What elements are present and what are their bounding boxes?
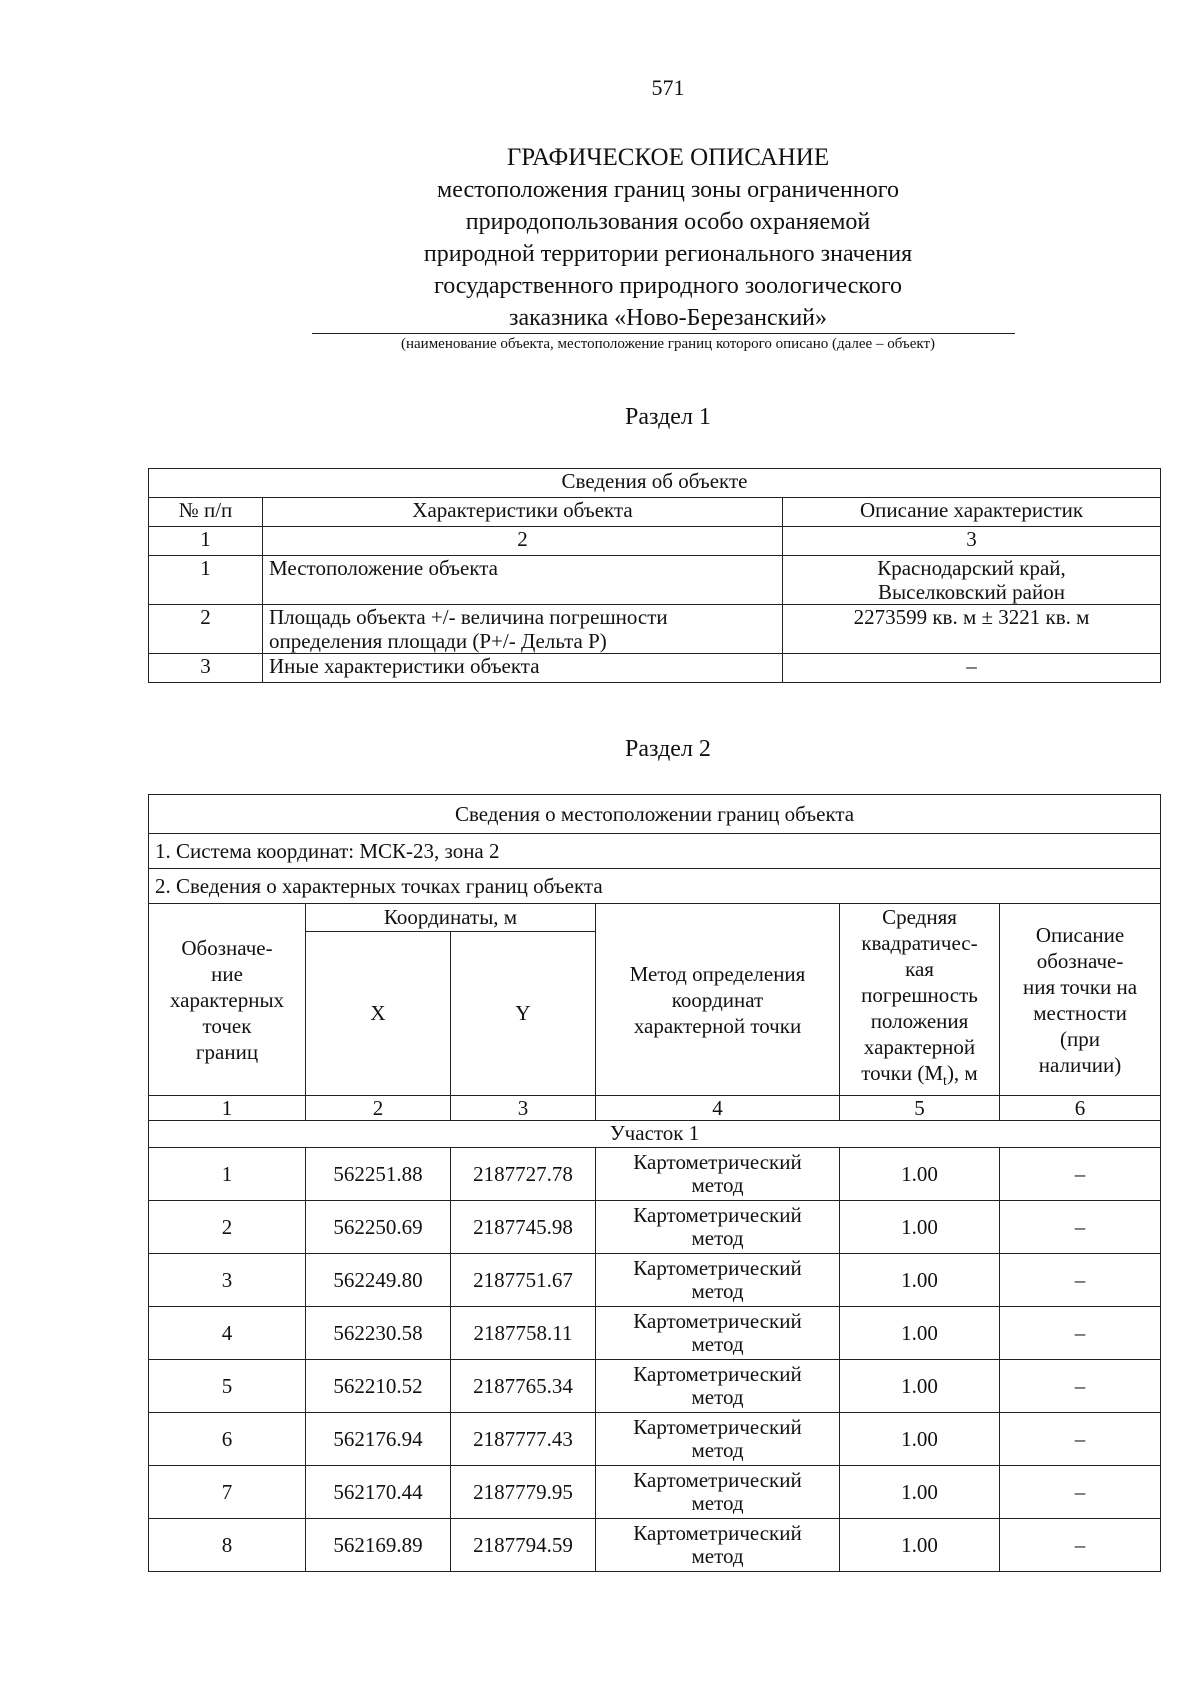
column-header: Характеристики объекта xyxy=(263,498,783,527)
point-description: – xyxy=(1000,1148,1161,1201)
name-line: определения площади (Р+/- Дельта Р) xyxy=(269,629,607,653)
characteristic-value xyxy=(783,556,1161,605)
table-row xyxy=(149,1466,1161,1519)
object-caption: (наименование объекта, местоположение границ которого описано (далее – объект) xyxy=(400,336,936,352)
x-coordinate: 562249.80 xyxy=(306,1254,451,1307)
characteristic-name: Иные характеристики объекта xyxy=(263,654,783,683)
method-cell xyxy=(596,1148,840,1201)
title-line: природной территории регионального значения xyxy=(423,241,913,267)
point-description: – xyxy=(1000,1307,1161,1360)
y-coordinate: 2187745.98 xyxy=(451,1201,596,1254)
mean-square-error: 1.00 xyxy=(840,1201,1000,1254)
column-number: 1 xyxy=(149,527,263,556)
y-coordinate: 2187779.95 xyxy=(451,1466,596,1519)
method-line: Картометрический xyxy=(633,1309,802,1334)
subsection-title: Участок 1 xyxy=(149,1121,1161,1148)
method-line: Картометрический xyxy=(633,1256,802,1281)
designation-header xyxy=(149,904,306,1096)
mean-square-error: 1.00 xyxy=(840,1360,1000,1413)
method-line: метод xyxy=(691,1385,744,1410)
method-cell xyxy=(596,1413,840,1466)
header-line: кая xyxy=(905,957,934,981)
mean-square-error: 1.00 xyxy=(840,1413,1000,1466)
method-line: метод xyxy=(691,1332,744,1357)
y-coordinate: 2187777.43 xyxy=(451,1413,596,1466)
header-line: координат xyxy=(671,987,764,1012)
page-number: 571 xyxy=(651,75,685,100)
header-line: Описание xyxy=(1035,922,1125,947)
column-header: Описание характеристик xyxy=(783,498,1161,527)
table-row xyxy=(149,1519,1161,1572)
header-line: квадратичес- xyxy=(861,931,978,955)
point-id: 2 xyxy=(149,1201,306,1254)
method-line: метод xyxy=(691,1544,744,1569)
method-line: Картометрический xyxy=(633,1468,802,1493)
row-number: 2 xyxy=(149,605,263,654)
object-info-table xyxy=(148,468,1161,683)
method-line: метод xyxy=(691,1226,744,1251)
point-id: 6 xyxy=(149,1413,306,1466)
header-line: Средняя xyxy=(882,905,957,929)
method-cell xyxy=(596,1307,840,1360)
point-description: – xyxy=(1000,1201,1161,1254)
title-line: государственного природного зоологического xyxy=(433,273,903,299)
section2-heading: Раздел 2 xyxy=(625,736,711,762)
table-row xyxy=(149,1254,1161,1307)
column-number: 3 xyxy=(451,1096,596,1121)
header-line xyxy=(846,1060,993,1095)
column-number: 4 xyxy=(596,1096,840,1121)
x-coordinate: 562251.88 xyxy=(306,1148,451,1201)
method-line: Картометрический xyxy=(633,1203,802,1228)
y-coordinate: 2187765.34 xyxy=(451,1360,596,1413)
points-title: 2. Сведения о характерных точках границ объекта xyxy=(149,869,1161,904)
point-id: 1 xyxy=(149,1148,306,1201)
header-line: погрешность xyxy=(861,983,978,1007)
y-header: Y xyxy=(451,931,596,1096)
title-line: природопользования особо охраняемой xyxy=(465,209,871,235)
column-number: 6 xyxy=(1000,1096,1161,1121)
method-line: Картометрический xyxy=(633,1362,802,1387)
y-coordinate: 2187751.67 xyxy=(451,1254,596,1307)
point-id: 4 xyxy=(149,1307,306,1360)
method-cell xyxy=(596,1254,840,1307)
y-coordinate: 2187758.11 xyxy=(451,1307,596,1360)
mean-square-error: 1.00 xyxy=(840,1519,1000,1572)
method-cell xyxy=(596,1360,840,1413)
method-line: Картометрический xyxy=(633,1150,802,1175)
x-coordinate: 562250.69 xyxy=(306,1201,451,1254)
method-cell xyxy=(596,1466,840,1519)
x-coordinate: 562170.44 xyxy=(306,1466,451,1519)
boundary-points-table xyxy=(148,794,1161,1572)
coordinate-system: 1. Система координат: МСК-23, зона 2 xyxy=(149,834,1161,869)
mean-square-error: 1.00 xyxy=(840,1466,1000,1519)
column-number: 3 xyxy=(783,527,1161,556)
header-line: точек xyxy=(202,1013,252,1038)
header-text: ), м xyxy=(946,1061,978,1085)
header-line: ния точки на xyxy=(1023,974,1138,999)
mean-square-error: 1.00 xyxy=(840,1254,1000,1307)
table-row xyxy=(149,1148,1161,1201)
table-row xyxy=(149,1360,1161,1413)
method-cell xyxy=(596,1519,840,1572)
row-number: 1 xyxy=(149,556,263,605)
title-line: ГРАФИЧЕСКОЕ ОПИСАНИЕ xyxy=(506,144,830,171)
description-header xyxy=(1000,904,1161,1096)
method-line: метод xyxy=(691,1438,744,1463)
header-line: (при xyxy=(1060,1026,1101,1051)
method-line: метод xyxy=(691,1279,744,1304)
table-title: Сведения об объекте xyxy=(149,469,1161,498)
name-line: Площадь объекта +/- величина погрешности xyxy=(269,605,668,629)
point-description: – xyxy=(1000,1519,1161,1572)
header-line: характерной xyxy=(863,1035,976,1059)
header-line: Метод определения xyxy=(629,961,806,986)
value-line: Выселковский район xyxy=(878,580,1065,604)
mean-square-error: 1.00 xyxy=(840,1148,1000,1201)
coordinates-header: Координаты, м xyxy=(306,904,596,932)
header-line: местности xyxy=(1033,1000,1127,1025)
value-line: Краснодарский край, xyxy=(877,556,1066,580)
header-line: характерных xyxy=(169,987,285,1012)
point-id: 3 xyxy=(149,1254,306,1307)
characteristic-value: 2273599 кв. м ± 3221 кв. м xyxy=(783,605,1161,654)
header-line: ние xyxy=(211,961,243,986)
column-number: 5 xyxy=(840,1096,1000,1121)
header-line: обозначе- xyxy=(1036,948,1124,973)
method-line: метод xyxy=(691,1173,744,1198)
method-cell xyxy=(596,1201,840,1254)
header-line: характерной точки xyxy=(633,1013,802,1038)
point-id: 5 xyxy=(149,1360,306,1413)
characteristic-name xyxy=(263,605,783,654)
section1-heading: Раздел 1 xyxy=(625,404,711,430)
method-header xyxy=(596,904,840,1096)
y-coordinate: 2187727.78 xyxy=(451,1148,596,1201)
method-line: Картометрический xyxy=(633,1415,802,1440)
x-coordinate: 562230.58 xyxy=(306,1307,451,1360)
mean-square-error: 1.00 xyxy=(840,1307,1000,1360)
points-body xyxy=(149,1148,1161,1572)
point-description: – xyxy=(1000,1413,1161,1466)
header-line: наличии) xyxy=(1038,1052,1122,1077)
error-header xyxy=(840,904,1000,1096)
column-number: 1 xyxy=(149,1096,306,1121)
point-description: – xyxy=(1000,1360,1161,1413)
table-title: Сведения о местоположении границ объекта xyxy=(149,795,1161,834)
table-row xyxy=(149,1201,1161,1254)
header-text: точки (M xyxy=(861,1061,944,1085)
point-id: 8 xyxy=(149,1519,306,1572)
subscript: t xyxy=(943,1074,947,1090)
column-number: 2 xyxy=(263,527,783,556)
point-id: 7 xyxy=(149,1466,306,1519)
column-number: 2 xyxy=(306,1096,451,1121)
row-number: 3 xyxy=(149,654,263,683)
method-line: метод xyxy=(691,1491,744,1516)
characteristic-value: – xyxy=(783,654,1161,683)
title-underline xyxy=(312,333,1015,334)
title-line: местоположения границ зоны ограниченного xyxy=(437,177,899,203)
y-coordinate: 2187794.59 xyxy=(451,1519,596,1572)
point-description: – xyxy=(1000,1254,1161,1307)
x-coordinate: 562210.52 xyxy=(306,1360,451,1413)
method-line: Картометрический xyxy=(633,1521,802,1546)
document-title xyxy=(0,142,1200,334)
x-coordinate: 562169.89 xyxy=(306,1519,451,1572)
point-description: – xyxy=(1000,1466,1161,1519)
x-coordinate: 562176.94 xyxy=(306,1413,451,1466)
column-header: № п/п xyxy=(149,498,263,527)
header-line: положения xyxy=(870,1009,969,1033)
characteristic-name: Местоположение объекта xyxy=(263,556,783,605)
header-line: границ xyxy=(195,1039,259,1064)
title-line: заказника «Ново-Березанский» xyxy=(508,305,828,331)
x-header: X xyxy=(306,931,451,1096)
header-line: Обозначе- xyxy=(181,935,273,960)
table-row xyxy=(149,1307,1161,1360)
table-row xyxy=(149,1413,1161,1466)
